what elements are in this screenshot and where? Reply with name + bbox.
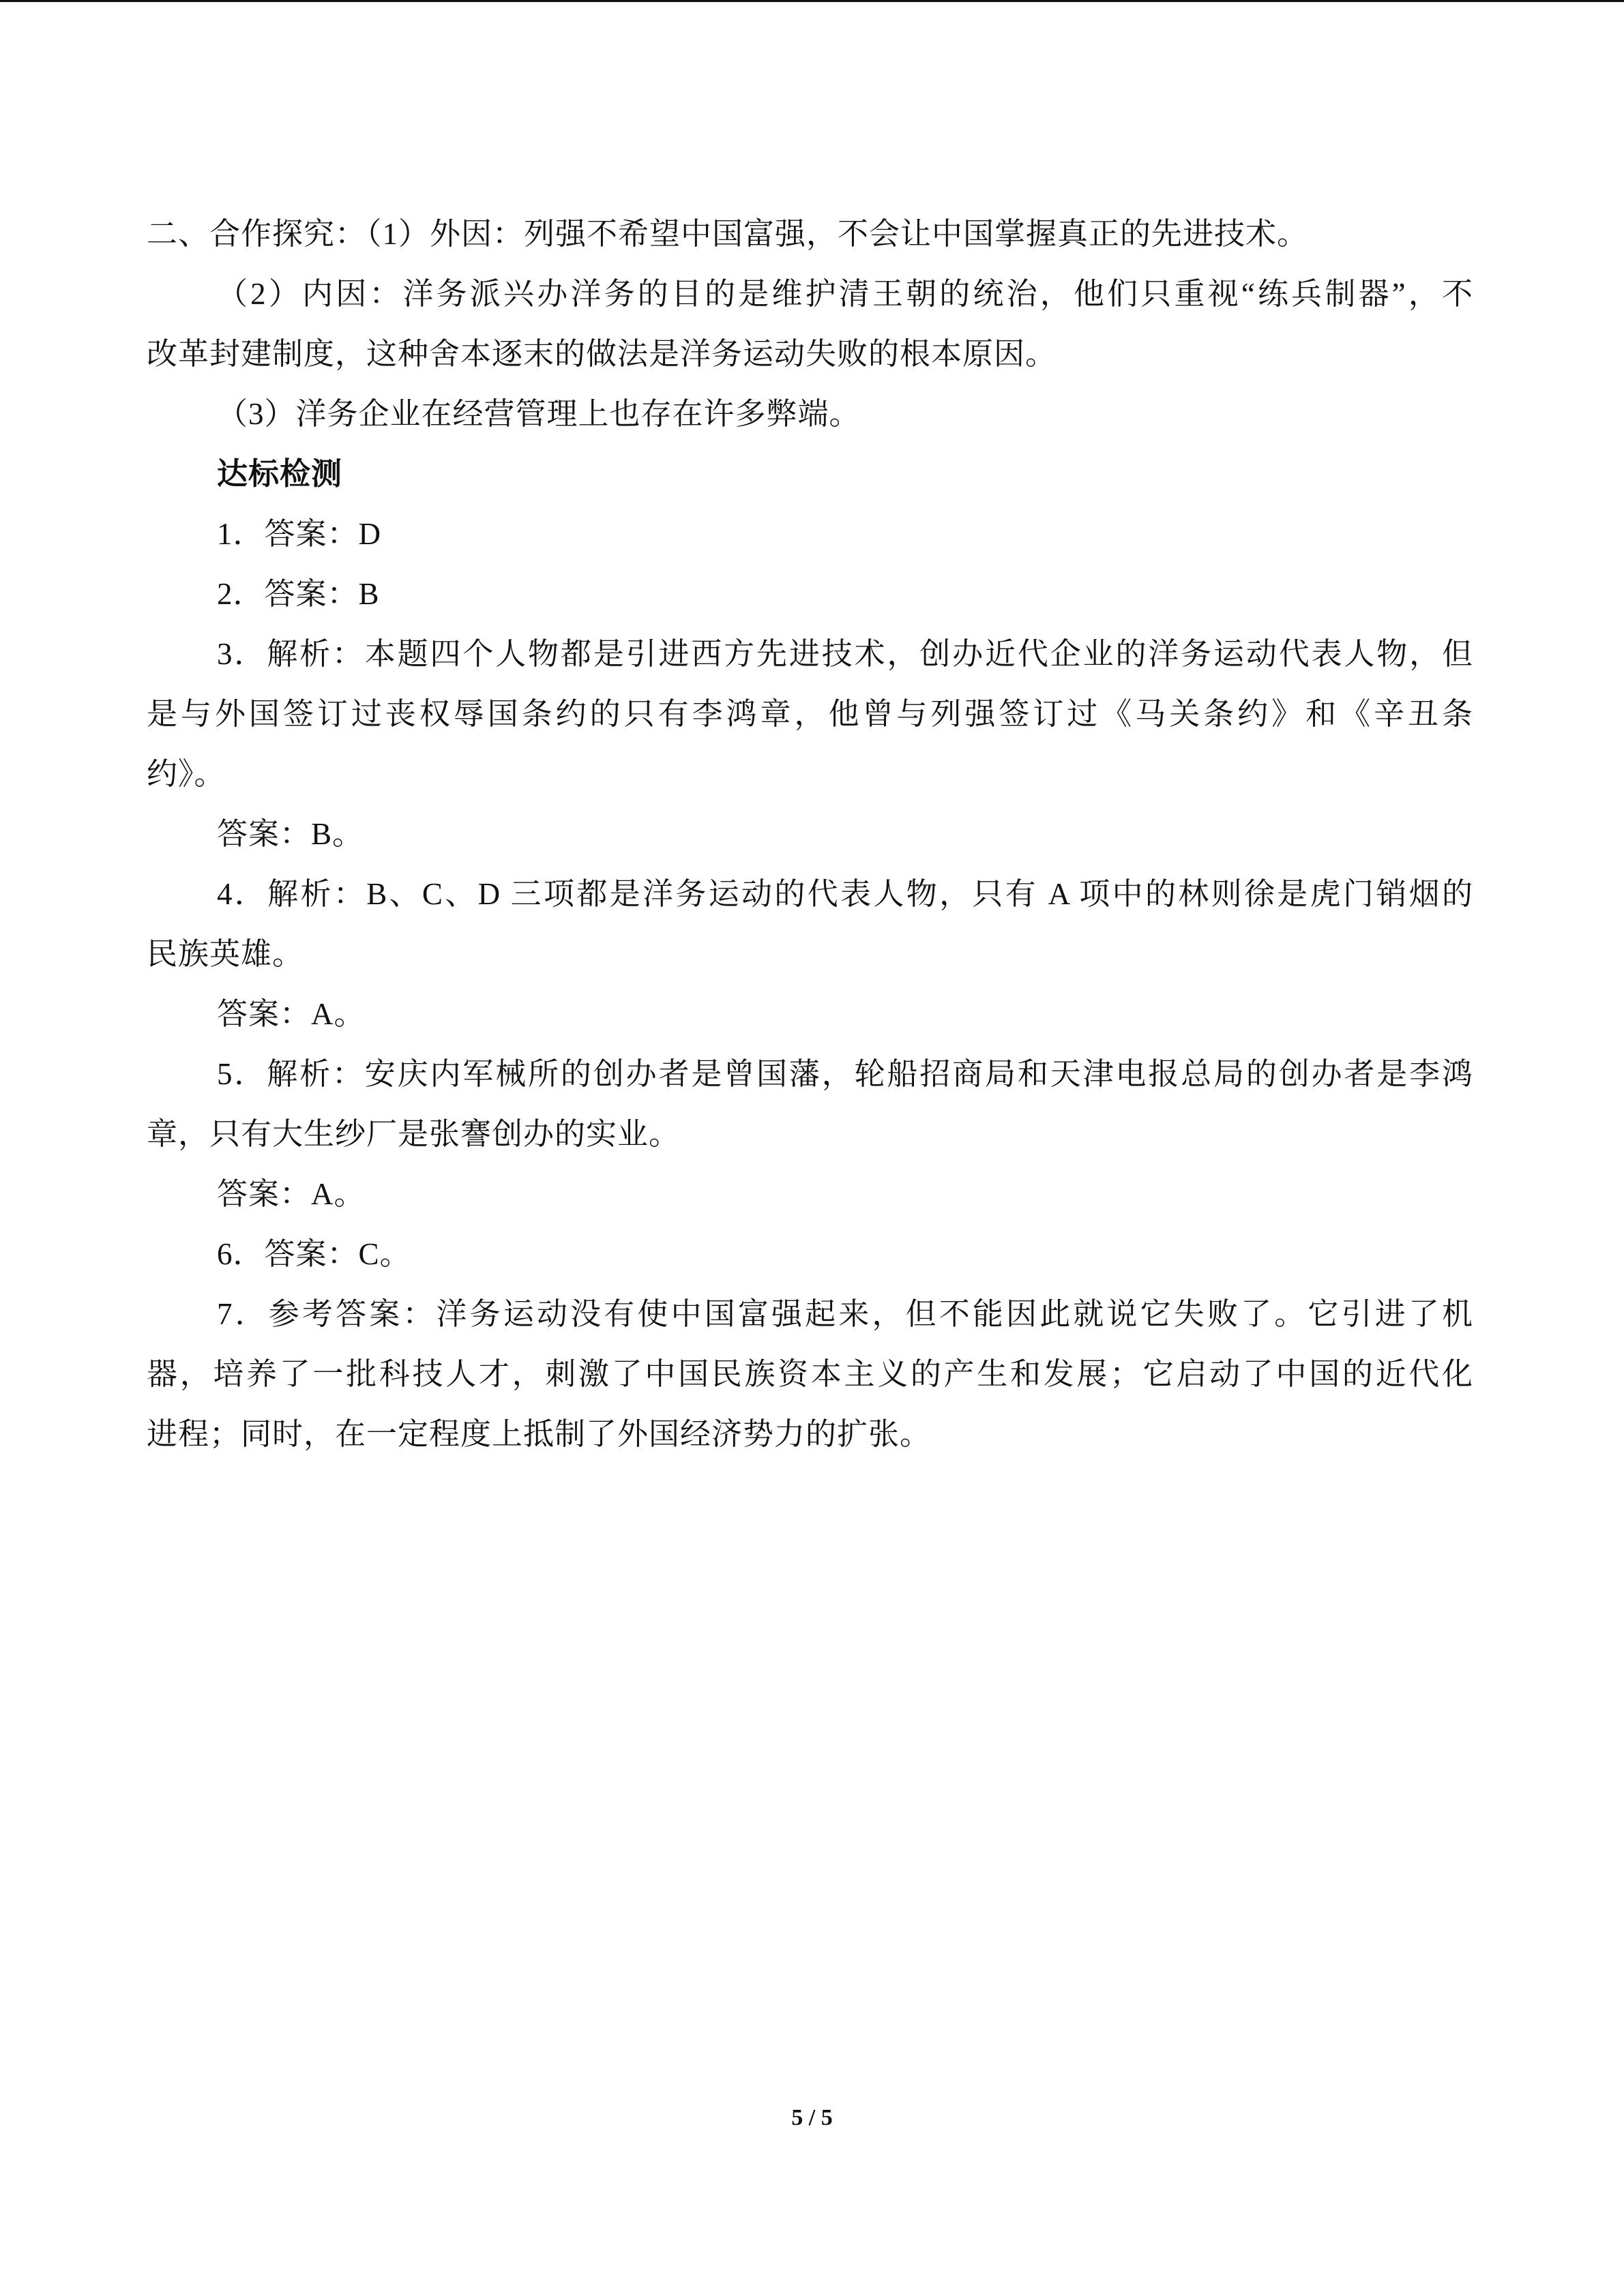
answer-4-analysis-cont: 民族英雄。 xyxy=(147,937,304,971)
answer-4-analysis: 4．解析：B、C、D 三项都是洋务运动的代表人物，只有 A 项中的林则徐是虎门销烟的 xyxy=(217,877,1473,911)
answer-3-analysis: 3．解析：本题四个人物都是引进西方先进技术，创办近代企业的洋务运动代表人物，但 xyxy=(217,637,1473,671)
cooperative-inquiry-item-3: （3）洋务企业在经营管理上也存在许多弊端。 xyxy=(217,397,861,431)
page-content xyxy=(0,204,1624,1464)
section-heading: 达标检测 xyxy=(217,456,343,492)
answer-5-analysis: 5．解析：安庆内军械所的创办者是曾国藩，轮船招商局和天津电报总局的创办者是李鸿 xyxy=(217,1057,1473,1091)
answer-7: 7．参考答案：洋务运动没有使中国富强起来，但不能因此就说它失败了。它引进了机 xyxy=(217,1297,1473,1331)
cooperative-inquiry-line-1: 二、合作探究：（1）外因：列强不希望中国富强，不会让中国掌握真正的先进技术。 xyxy=(147,217,1309,251)
answer-4-result: 答案：A。 xyxy=(217,997,366,1031)
answer-6: 6．答案：C。 xyxy=(217,1237,411,1271)
answer-1: 1．答案：D xyxy=(217,517,381,551)
answer-5-analysis-cont: 章，只有大生纱厂是张謇创办的实业。 xyxy=(147,1117,681,1151)
answer-3-analysis-end: 约》。 xyxy=(147,757,226,791)
answer-2: 2．答案：B xyxy=(217,577,380,611)
answer-7-cont: 器，培养了一批科技人才，刺激了中国民族资本主义的产生和发展；它启动了中国的近代化 xyxy=(147,1357,1473,1391)
page-number: 5 / 5 xyxy=(791,2105,833,2130)
answer-3-analysis-cont: 是与外国签订过丧权辱国条约的只有李鸿章，他曾与列强签订过《马关条约》和《辛丑条 xyxy=(147,697,1473,731)
cooperative-inquiry-item-2: （2）内因：洋务派兴办洋务的目的是维护清王朝的统治，他们只重视“练兵制器”，不 xyxy=(217,277,1473,311)
answer-3-result: 答案：B。 xyxy=(217,817,364,851)
cooperative-inquiry-item-2-cont: 改革封建制度，这种舍本逐末的做法是洋务运动失败的根本原因。 xyxy=(147,337,1057,371)
answer-5-result: 答案：A。 xyxy=(217,1177,366,1211)
answer-7-end: 进程；同时，在一定程度上抵制了外国经济势力的扩张。 xyxy=(147,1417,932,1451)
